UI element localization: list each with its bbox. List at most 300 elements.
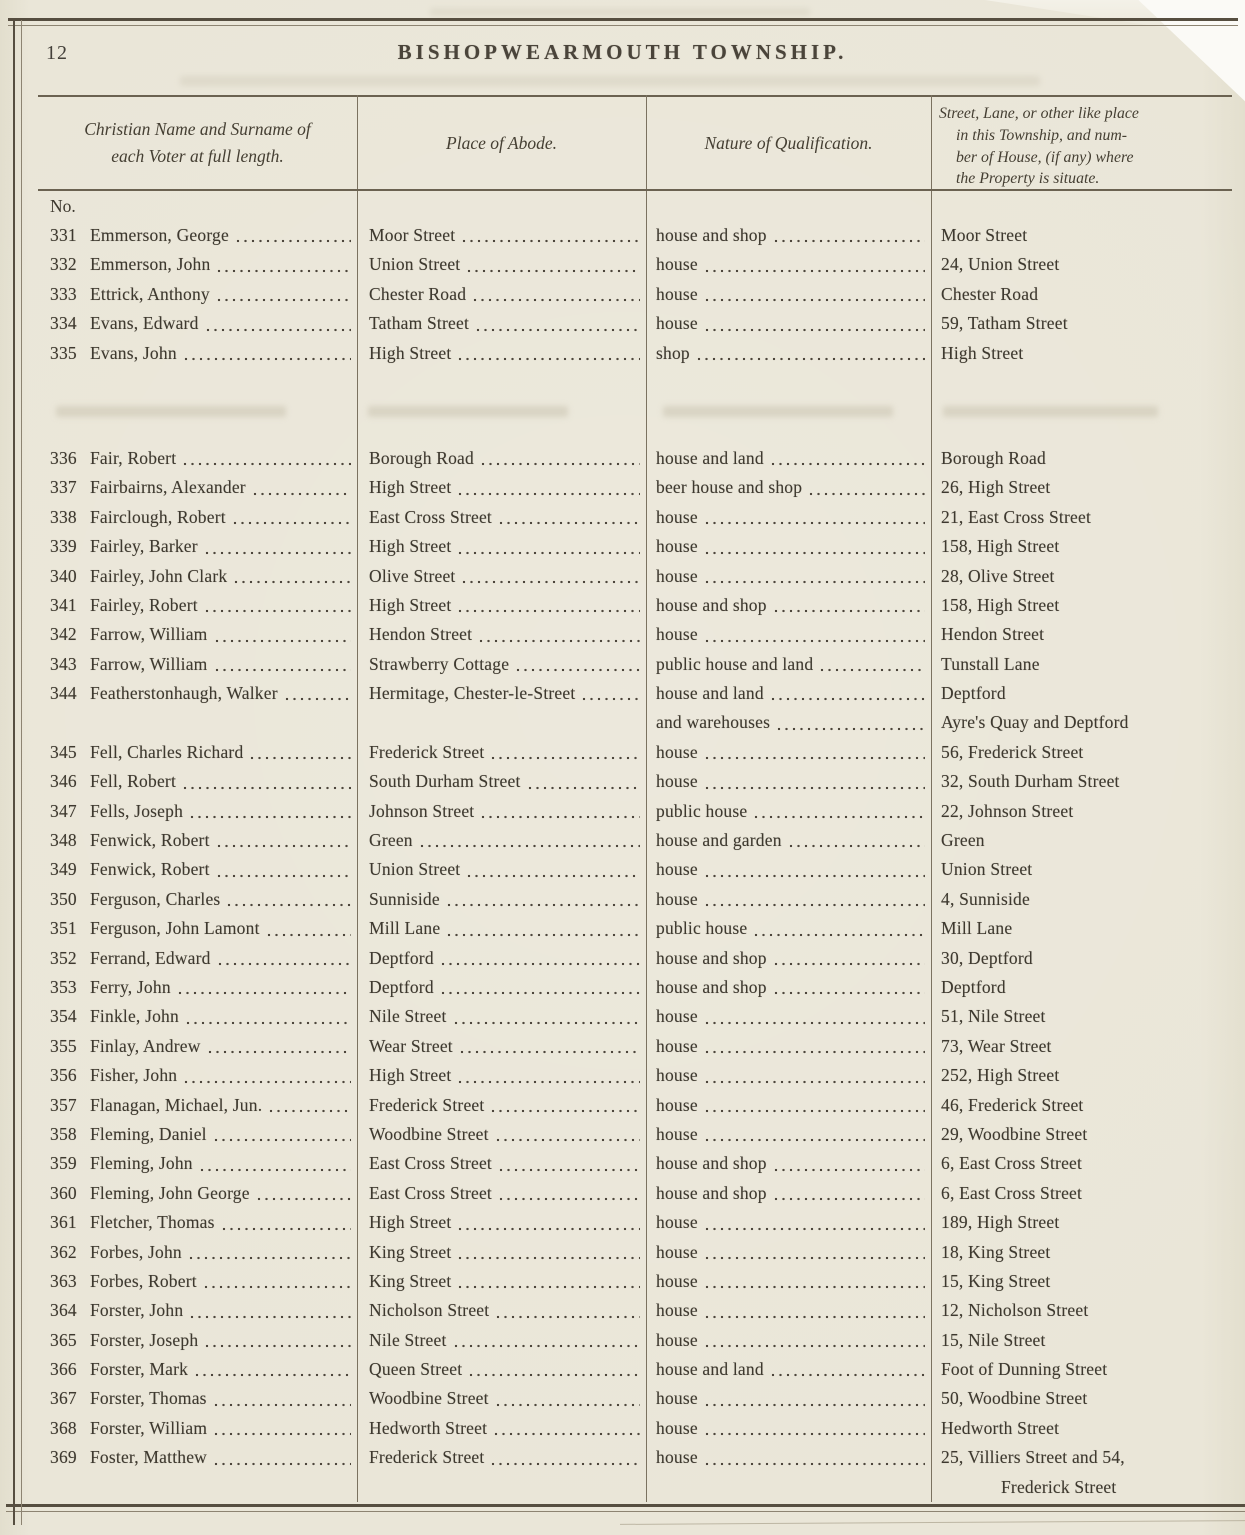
abode-cell xyxy=(357,797,646,826)
name-cell xyxy=(38,914,357,943)
place-of-abode: Union Street xyxy=(369,859,461,880)
qualification-cell xyxy=(646,738,931,767)
dot-leader xyxy=(516,668,640,672)
dot-leader xyxy=(218,962,351,966)
nature-of-qualification: house xyxy=(656,283,698,304)
name-cell xyxy=(38,973,357,1002)
dot-leader xyxy=(460,1050,640,1054)
dot-leader xyxy=(215,668,352,672)
abode-cell xyxy=(357,1120,646,1149)
voter-name: Fleming, John George xyxy=(90,1182,250,1203)
property-cell xyxy=(931,1032,1232,1061)
voter-name: Fair, Robert xyxy=(90,447,177,468)
voter-number: 365 xyxy=(50,1329,77,1350)
table-row xyxy=(38,1002,1232,1031)
voter-name: Ferry, John xyxy=(90,976,171,997)
dot-leader xyxy=(705,786,925,790)
property-address: 6, East Cross Street xyxy=(941,1182,1083,1203)
place-of-abode: King Street xyxy=(369,1241,452,1262)
qualification-cell xyxy=(646,1296,931,1325)
name-cell xyxy=(38,620,357,649)
nature-of-qualification: and warehouses xyxy=(656,712,771,733)
property-address: 46, Frederick Street xyxy=(941,1094,1084,1115)
abode-cell xyxy=(357,1267,646,1296)
dot-leader xyxy=(447,933,640,937)
dot-leader xyxy=(481,815,640,819)
place-of-abode: Frederick Street xyxy=(369,1447,485,1468)
qualification-cell xyxy=(646,1208,931,1237)
nature-of-qualification: house xyxy=(656,859,698,880)
dot-leader xyxy=(481,462,640,466)
abode-cell xyxy=(357,1032,646,1061)
dot-leader xyxy=(267,933,351,937)
dot-leader xyxy=(195,1373,351,1377)
dot-leader xyxy=(454,1344,640,1348)
dot-leader xyxy=(458,1285,640,1289)
name-cell xyxy=(38,826,357,855)
abode-cell xyxy=(357,1443,646,1472)
property-cell xyxy=(931,532,1232,561)
dot-leader xyxy=(499,1197,640,1201)
abode-cell xyxy=(357,914,646,943)
nature-of-qualification: beer house and shop xyxy=(656,477,803,498)
name-cell xyxy=(38,679,357,708)
dot-leader xyxy=(250,756,351,760)
voter-name: Emmerson, George xyxy=(90,225,229,245)
page-stack-edge xyxy=(620,1520,1245,1525)
qualification-cell xyxy=(646,221,931,250)
dot-leader xyxy=(189,1256,351,1260)
dot-leader xyxy=(233,521,351,525)
abode-cell xyxy=(357,503,646,532)
qualification-cell xyxy=(646,562,931,591)
dot-leader xyxy=(236,239,351,243)
nature-of-qualification: house and land xyxy=(656,683,764,704)
nature-of-qualification: house xyxy=(656,624,698,645)
dot-leader xyxy=(754,933,925,937)
voter-number: 369 xyxy=(50,1447,77,1468)
dot-leader xyxy=(208,1050,351,1054)
voter-number: 332 xyxy=(50,254,77,275)
nature-of-qualification: house xyxy=(656,771,698,792)
dot-leader xyxy=(469,1373,640,1377)
abode-cell xyxy=(357,1238,646,1267)
dot-leader xyxy=(705,1432,925,1436)
page-title: BISHOPWEARMOUTH TOWNSHIP. xyxy=(397,40,848,64)
name-cell xyxy=(38,250,357,279)
dot-leader xyxy=(190,815,351,819)
name-cell xyxy=(38,1414,357,1443)
name-cell xyxy=(38,280,357,309)
voter-number: 341 xyxy=(50,594,77,615)
qualification-cell xyxy=(646,280,931,309)
property-cell xyxy=(931,250,1232,279)
table-row xyxy=(38,826,1232,855)
qualification-cell xyxy=(646,767,931,796)
dot-leader xyxy=(458,1080,640,1084)
property-address: 15, Nile Street xyxy=(941,1329,1046,1350)
dot-leader xyxy=(205,551,351,555)
voter-number: 334 xyxy=(50,313,77,334)
voter-number: 335 xyxy=(50,342,77,363)
name-cell xyxy=(38,738,357,767)
property-cell xyxy=(931,1091,1232,1120)
place-of-abode: High Street xyxy=(369,1065,452,1086)
nature-of-qualification: house xyxy=(656,1329,698,1350)
dot-leader xyxy=(774,1197,925,1201)
voter-name: Forster, William xyxy=(90,1417,208,1438)
dot-leader xyxy=(458,492,640,496)
table-row xyxy=(38,885,1232,914)
dot-leader xyxy=(494,1432,640,1436)
dot-leader xyxy=(771,462,925,466)
voter-number: 368 xyxy=(50,1417,77,1438)
dot-leader xyxy=(705,903,925,907)
dot-leader xyxy=(705,328,925,332)
property-cell xyxy=(931,1355,1232,1384)
abode-cell xyxy=(357,1296,646,1325)
dot-leader xyxy=(705,1021,925,1025)
name-cell xyxy=(38,339,357,368)
voter-name: Finlay, Andrew xyxy=(90,1035,201,1056)
place-of-abode: Hendon Street xyxy=(369,624,473,645)
qualification-cell xyxy=(646,973,931,1002)
bleed-through-ghost xyxy=(943,406,1158,417)
table-row xyxy=(38,1355,1232,1384)
dot-leader xyxy=(491,756,640,760)
dot-leader xyxy=(499,521,640,525)
voter-number: 357 xyxy=(50,1094,77,1115)
property-cell xyxy=(931,339,1232,368)
qualification-cell xyxy=(646,797,931,826)
dot-leader xyxy=(705,1080,925,1084)
place-of-abode: High Street xyxy=(369,477,452,498)
qualification-cell xyxy=(646,650,931,679)
table-row xyxy=(38,797,1232,826)
section-gap xyxy=(38,368,1232,444)
property-cell xyxy=(931,1267,1232,1296)
voter-number: 366 xyxy=(50,1359,77,1380)
dot-leader xyxy=(217,269,351,273)
voter-number: 358 xyxy=(50,1123,77,1144)
property-cell xyxy=(931,280,1232,309)
property-address: 158, High Street xyxy=(941,536,1060,557)
voter-number: 350 xyxy=(50,888,77,909)
nature-of-qualification: house xyxy=(656,1094,698,1115)
voter-name: Forbes, John xyxy=(90,1241,182,1262)
table-row xyxy=(38,1326,1232,1355)
dot-leader xyxy=(705,269,925,273)
voter-name: Ferguson, John Lamont xyxy=(90,918,260,939)
voter-name: Fell, Charles Richard xyxy=(90,741,244,762)
qualification-cell xyxy=(646,1120,931,1149)
dot-leader xyxy=(491,1109,640,1113)
table-row xyxy=(38,221,1232,250)
name-cell xyxy=(38,767,357,796)
place-of-abode: East Cross Street xyxy=(369,1153,492,1174)
left-border-rule xyxy=(13,20,15,1525)
property-address: 50, Woodbine Street xyxy=(941,1388,1088,1409)
name-cell xyxy=(38,1267,357,1296)
abode-cell xyxy=(357,1384,646,1413)
voter-number: 362 xyxy=(50,1241,77,1262)
abode-cell xyxy=(357,738,646,767)
name-cell xyxy=(38,532,357,561)
name-cell xyxy=(38,797,357,826)
dot-leader xyxy=(214,1138,351,1142)
voter-name: Foster, Matthew xyxy=(90,1447,208,1468)
voter-name: Fleming, John xyxy=(90,1153,193,1174)
property-cell xyxy=(931,473,1232,502)
abode-cell xyxy=(357,1414,646,1443)
dot-leader xyxy=(420,844,640,848)
nature-of-qualification: house and land xyxy=(656,447,764,468)
property-address: Hedworth Street xyxy=(941,1417,1060,1438)
place-of-abode: High Street xyxy=(369,342,452,363)
bleed-through-ghost xyxy=(368,406,568,417)
dot-leader xyxy=(705,1109,925,1113)
name-cell xyxy=(38,221,357,250)
abode-cell xyxy=(357,679,646,708)
property-cell xyxy=(931,797,1232,826)
dot-leader xyxy=(789,844,925,848)
nature-of-qualification: public house xyxy=(656,918,748,939)
property-cell xyxy=(931,503,1232,532)
voter-number: 349 xyxy=(50,859,77,880)
qualification-cell xyxy=(646,1002,931,1031)
abode-cell xyxy=(357,973,646,1002)
table-row xyxy=(38,914,1232,943)
table-row xyxy=(38,1032,1232,1061)
nature-of-qualification: house xyxy=(656,1065,698,1086)
dot-leader xyxy=(479,639,640,643)
abode-cell xyxy=(357,444,646,473)
property-cell xyxy=(931,444,1232,473)
dot-leader xyxy=(582,697,640,701)
nature-of-qualification: house and shop xyxy=(656,1182,767,1203)
bleed-through-ghost xyxy=(663,406,893,417)
voter-name: Forster, Joseph xyxy=(90,1329,199,1350)
dot-leader xyxy=(496,1315,640,1319)
qualification-cell xyxy=(646,708,931,737)
property-address: 22, Johnson Street xyxy=(941,800,1074,821)
table-row xyxy=(38,620,1232,649)
voter-number: 333 xyxy=(50,283,77,304)
dot-leader xyxy=(705,756,925,760)
voter-name: Ferguson, Charles xyxy=(90,888,221,909)
voter-number: 353 xyxy=(50,976,77,997)
property-cell xyxy=(931,885,1232,914)
abode-cell xyxy=(357,650,646,679)
abode-cell xyxy=(357,339,646,368)
dot-leader xyxy=(809,492,925,496)
voter-number: 336 xyxy=(50,447,77,468)
property-cell xyxy=(931,767,1232,796)
voter-name: Evans, Edward xyxy=(90,313,199,334)
name-cell xyxy=(38,944,357,973)
place-of-abode: Deptford xyxy=(369,947,434,968)
table-row xyxy=(38,562,1232,591)
property-address: 26, High Street xyxy=(941,477,1051,498)
name-cell xyxy=(38,309,357,338)
table-row xyxy=(38,1208,1232,1237)
table-row xyxy=(38,1091,1232,1120)
nature-of-qualification: house and shop xyxy=(656,976,767,997)
dot-leader xyxy=(496,1138,640,1142)
table-row xyxy=(38,1384,1232,1413)
property-cell xyxy=(931,1326,1232,1355)
place-of-abode: Queen Street xyxy=(369,1359,463,1380)
abode-cell xyxy=(357,532,646,561)
voter-name: Fairbairns, Alexander xyxy=(90,477,246,498)
dot-leader xyxy=(214,1432,351,1436)
property-cell xyxy=(931,1238,1232,1267)
dot-leader xyxy=(458,1256,640,1260)
name-cell xyxy=(38,1179,357,1208)
dot-leader xyxy=(253,492,351,496)
table-row xyxy=(38,973,1232,1002)
qualification-cell xyxy=(646,1149,931,1178)
property-cell xyxy=(931,620,1232,649)
top-border-rule-thin xyxy=(8,25,1238,26)
dot-leader xyxy=(217,298,351,302)
property-cell xyxy=(931,1384,1232,1413)
voter-name: Evans, John xyxy=(90,342,177,363)
table-row xyxy=(38,708,1232,737)
property-address: Borough Road xyxy=(941,447,1046,468)
voter-name: Fells, Joseph xyxy=(90,800,184,821)
nature-of-qualification: house xyxy=(656,565,698,586)
table-row xyxy=(38,591,1232,620)
place-of-abode: Nile Street xyxy=(369,1006,447,1027)
no-column-label: No. xyxy=(50,196,76,216)
property-address: Moor Street xyxy=(941,225,1028,245)
left-border-rule-thin xyxy=(21,20,22,1525)
qualification-cell xyxy=(646,1473,931,1502)
qualification-cell xyxy=(646,1091,931,1120)
voter-name: Fell, Robert xyxy=(90,771,177,792)
place-of-abode: Nile Street xyxy=(369,1329,447,1350)
name-cell xyxy=(38,1208,357,1237)
voter-name: Farrow, William xyxy=(90,653,208,674)
dot-leader xyxy=(473,298,640,302)
dot-leader xyxy=(190,1315,351,1319)
dot-leader xyxy=(774,1168,925,1172)
place-of-abode: High Street xyxy=(369,1212,452,1233)
dot-leader xyxy=(754,815,925,819)
bleed-through-ghost xyxy=(56,406,286,417)
dot-leader xyxy=(234,580,351,584)
abode-cell xyxy=(357,855,646,884)
property-cell xyxy=(931,221,1232,250)
table-row xyxy=(38,444,1232,473)
abode-cell xyxy=(357,562,646,591)
voter-name: Fairley, John Clark xyxy=(90,565,228,586)
property-cell xyxy=(931,826,1232,855)
abode-cell xyxy=(357,1002,646,1031)
place-of-abode: Hedworth Street xyxy=(369,1417,488,1438)
table-row xyxy=(38,944,1232,973)
dot-leader xyxy=(705,1403,925,1407)
dot-leader xyxy=(285,697,351,701)
name-cell xyxy=(38,1384,357,1413)
name-cell xyxy=(38,1355,357,1384)
nature-of-qualification: house xyxy=(656,1300,698,1321)
property-address: 15, King Street xyxy=(941,1270,1051,1291)
dot-leader xyxy=(705,874,925,878)
dot-leader xyxy=(183,462,351,466)
place-of-abode: High Street xyxy=(369,536,452,557)
voter-number: 352 xyxy=(50,947,77,968)
dot-leader xyxy=(214,1403,351,1407)
nature-of-qualification: house xyxy=(656,741,698,762)
name-cell xyxy=(38,1002,357,1031)
abode-cell xyxy=(357,1473,646,1502)
table-row xyxy=(38,1296,1232,1325)
place-of-abode: Wear Street xyxy=(369,1035,453,1056)
dot-leader xyxy=(705,1285,925,1289)
voter-number: 348 xyxy=(50,830,77,851)
header-street-column: Street, Lane, or other like place in this Township, and num- ber of House, (if any) where the Property is situate. xyxy=(939,105,1139,188)
nature-of-qualification: house and garden xyxy=(656,830,782,851)
place-of-abode: Woodbine Street xyxy=(369,1123,489,1144)
dot-leader xyxy=(705,551,925,555)
nature-of-qualification: house xyxy=(656,254,698,275)
voter-name: Emmerson, John xyxy=(90,254,211,275)
name-cell xyxy=(38,503,357,532)
bottom-border-rule xyxy=(6,1504,1245,1507)
dot-leader xyxy=(215,639,352,643)
table-row xyxy=(38,1149,1232,1178)
name-cell xyxy=(38,444,357,473)
property-cell xyxy=(931,1002,1232,1031)
voter-number: 367 xyxy=(50,1388,77,1409)
place-of-abode: Green xyxy=(369,830,413,851)
voter-name: Ettrick, Anthony xyxy=(90,283,210,304)
abode-cell xyxy=(357,309,646,338)
table-row xyxy=(38,1238,1232,1267)
voter-number: 364 xyxy=(50,1300,77,1321)
property-address: Deptford xyxy=(941,976,1006,997)
abode-cell xyxy=(357,767,646,796)
dot-leader xyxy=(458,551,640,555)
place-of-abode: Borough Road xyxy=(369,447,474,468)
abode-cell xyxy=(357,1179,646,1208)
voter-number: 342 xyxy=(50,624,77,645)
property-address: 12, Nicholson Street xyxy=(941,1300,1089,1321)
header-name-column: Christian Name and Surname of each Voter at full length. xyxy=(84,118,311,166)
dot-leader xyxy=(705,1462,925,1466)
name-cell xyxy=(38,650,357,679)
voter-number: 351 xyxy=(50,918,77,939)
table-row xyxy=(38,738,1232,767)
property-address: 28, Olive Street xyxy=(941,565,1055,586)
property-cell xyxy=(931,1296,1232,1325)
place-of-abode: Tatham Street xyxy=(369,313,470,334)
abode-cell xyxy=(357,280,646,309)
dot-leader xyxy=(184,1080,351,1084)
table-row xyxy=(38,532,1232,561)
abode-cell xyxy=(357,591,646,620)
place-of-abode: King Street xyxy=(369,1270,452,1291)
qualification-cell xyxy=(646,1061,931,1090)
qualification-cell xyxy=(646,885,931,914)
dot-leader xyxy=(205,609,351,613)
nature-of-qualification: house xyxy=(656,506,698,527)
qualification-cell xyxy=(646,503,931,532)
name-cell xyxy=(38,855,357,884)
qualification-cell xyxy=(646,679,931,708)
